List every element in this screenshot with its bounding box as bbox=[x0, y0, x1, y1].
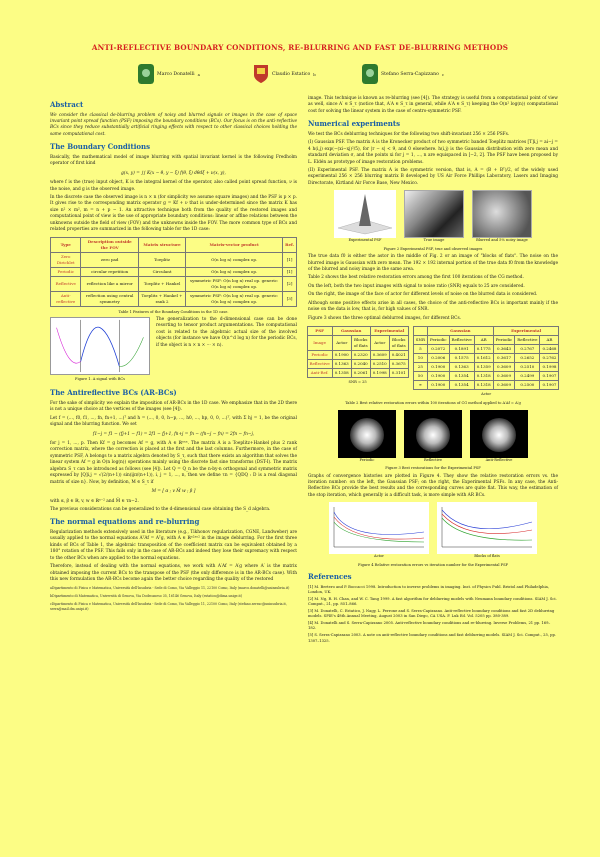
table-header bbox=[413, 327, 427, 336]
blurred-image-photo bbox=[472, 190, 532, 238]
table-cell: 0.1612 bbox=[474, 354, 493, 363]
table-cell: 0.3101 bbox=[389, 369, 408, 378]
table-cell: 0.2468 bbox=[540, 345, 559, 354]
table-cell: 0.2510 bbox=[370, 360, 389, 369]
table-cell: O(n log n) complex op. bbox=[186, 267, 283, 276]
table-cell: 0.1998 bbox=[540, 363, 559, 372]
table-header: PSF bbox=[307, 327, 332, 336]
table-cell: 0.1318 bbox=[474, 372, 493, 381]
ar-para-3: for j = 1, ..., p. Then Kf = g becomes Af = g, with A ∈ ℝⁿˣⁿ. The matrix A is a Toeplitz+Hankel plus 2 rank correction matrix, where the correction is placed at the first and the last columns. Furthermore, in the case of symmetric PSF, A belongs to a matrix algebra denoted by S_τ, such that there exists an algorithm that solves the linear system Af = g in O(n log(n)) operations mainly using the discrete fast sine transforms (DST-I). The matrix algebra S_τ can be introduced as follows (see [4]). Let Q = Q_n be the n-by-n orthogonal and symmetric matrix expressed by [Q]i,j = √(2/(n+1)) sin(ijπ/(n+1)), i, j = 1, ..., n, then we define τn = {QDQ : D is a real diagonal matrix of size n}. Now, by definition, M ∈ S_τ if bbox=[50, 441, 297, 485]
table-cell: Blocks of flats bbox=[389, 336, 408, 351]
author-name: Marco Donatelli bbox=[157, 71, 195, 77]
table-cell: Actor bbox=[370, 336, 389, 351]
table2-caption: Table 2 Best relative restoration errors within 100 iterations of CG method applied to A′Af = A′g bbox=[345, 401, 521, 406]
author-2 bbox=[253, 64, 316, 84]
crest-logo-icon bbox=[253, 64, 269, 84]
table-row bbox=[307, 351, 408, 360]
table-cell: Toeplitz + Hankel + rank 2 bbox=[138, 291, 185, 306]
table-cell: AR bbox=[540, 336, 559, 345]
table-cell: 0.2061 bbox=[351, 369, 370, 378]
table1-caption: Table 1 Features of the Boundary Conditions in the 1D case. bbox=[118, 309, 229, 314]
table-header: Type bbox=[51, 237, 81, 252]
table-cell: 0.1907 bbox=[540, 372, 559, 381]
reference-item: [3] M. Donatelli, C. Estatico, J. Nagy, L. Perrone and S. Serra-Capizzano. Anti-reflective boundary conditions and fast 2D deblurring models. SPIE's 48th Annual Meeting, August 2003 in San Diego, CA USA. F. Luk Ed. Vol. 5205 pp. 380-389. bbox=[308, 608, 555, 619]
table-cell: 25 bbox=[413, 363, 427, 372]
left-column bbox=[50, 96, 297, 612]
series-reflective bbox=[442, 514, 532, 534]
author-sup: a bbox=[197, 71, 200, 77]
table2a-wrap bbox=[307, 324, 409, 387]
table-cell: 0.1363 bbox=[332, 360, 351, 369]
normal-para-2: Therefore, instead of dealing with the normal equations, we work with A′Af = A′g where A′ is the matrix obtained imposing the current BCs to the transpose of the PSF (the only difference is in the AR-BCs case). With this new formulation the AR-BCs become again the better choice regarding the quality of the restored bbox=[50, 564, 297, 582]
table-cell: Periodic bbox=[493, 336, 515, 345]
generalization-text: The generalization to the d-dimensional case can be done resorting to tensor product argumentations. The computational cost is related to the algebraic actual size of the involved objects (for instance we have O(n^d log n) for the periodic BCs, if the object is n × n × ··· × n). bbox=[156, 316, 297, 348]
table-cell: 0.2320 bbox=[351, 351, 370, 360]
table-cell: 0.1900 bbox=[427, 372, 449, 381]
bc-table bbox=[50, 237, 297, 307]
table-cell: 0.1354 bbox=[449, 381, 474, 390]
table-cell: [3] bbox=[283, 291, 297, 306]
table-cell: 0.2762 bbox=[540, 354, 559, 363]
table-cell: O(n log n) complex op. bbox=[186, 252, 283, 267]
table-row bbox=[413, 381, 559, 390]
author-1 bbox=[138, 64, 200, 84]
table-cell: Reflective bbox=[515, 336, 540, 345]
table2b bbox=[413, 326, 560, 390]
table-cell: Reflective bbox=[51, 276, 81, 291]
footnote: bDipartimento di Matematica, Università di Genova, Via Dodecaneso 35, 16146 Genova, Italy (estatico@dima.unige.it) bbox=[50, 594, 243, 599]
table-cell: Periodic bbox=[427, 336, 449, 345]
bc-para-3: In the discrete case the observed image is n × n (for simplicity we assume square images) and the PSF is p × p. It gives rise to the corresponding matrix operator g = Kf + ν that is under-determined since the matrix K has size n² × m², m = n + p − 1. An attractive technique both from the quality of the restored images and computational point of view is the use of appropriate boundary conditions: linear or affine relations between the unknowns outside the field of view (FOV) and the unknowns inside the FOV. The more common type of BCs and related properties are summarized in the following table for the 1D case: bbox=[50, 194, 297, 233]
figure-label: Experimental PSF bbox=[348, 238, 382, 243]
table-row bbox=[413, 354, 559, 363]
series-periodic bbox=[334, 512, 424, 535]
reference-item: [1] M. Bertero and P. Boccacci 1998. Introduction to inverse problems in imaging. Inst. of Physics Publ. Bristol and Philadelphia, London, UK. bbox=[308, 584, 550, 595]
true-image-photo bbox=[404, 190, 464, 238]
figure-panel bbox=[329, 502, 429, 559]
university-logo-icon bbox=[138, 64, 154, 84]
restoration-antireflective-image bbox=[470, 410, 528, 458]
table-cell: 0.1363 bbox=[449, 363, 474, 372]
table-row bbox=[307, 369, 408, 378]
table-header: Matrix-vector product bbox=[186, 237, 283, 252]
table-header: Gaussian bbox=[427, 327, 493, 336]
table-cell: Periodic bbox=[307, 351, 332, 360]
abstract-heading: Abstract bbox=[50, 100, 84, 109]
table-cell: 50 bbox=[413, 372, 427, 381]
table-cell: 0.2040 bbox=[351, 360, 370, 369]
table-row bbox=[307, 360, 408, 369]
table-cell: 0.1575 bbox=[449, 354, 474, 363]
restoration-reflective-image bbox=[404, 410, 462, 458]
table2-block bbox=[308, 324, 558, 399]
table-cell: 0.2500 bbox=[515, 381, 540, 390]
table-cell: [2] bbox=[283, 276, 297, 291]
table-header: Matrix structure bbox=[138, 237, 185, 252]
reference-item: [2] M. Ng, R. H. Chan, and W. C. Tang 1999. A fast algorithm for deblurring models with Neumann boundary conditions. SIAM J. Sci. Comput., 21, pp. 851–866. bbox=[308, 596, 557, 607]
table-cell: 0.1900 bbox=[427, 363, 449, 372]
table-cell: symmetric PSF: O(n log n) real op. generic: O(n log n) complex op. bbox=[186, 291, 283, 306]
table-cell: 0.1900 bbox=[427, 381, 449, 390]
figure4-caption: Figure 4 Relative restoration errors vs iteration number for the Experimental PSF bbox=[357, 562, 509, 567]
figure-panel bbox=[338, 410, 396, 463]
table-cell: 0.3675 bbox=[389, 360, 408, 369]
table-cell: 0.1354 bbox=[449, 372, 474, 381]
table-cell: 0.2767 bbox=[515, 345, 540, 354]
author-3 bbox=[362, 64, 444, 84]
figure-panel bbox=[470, 410, 528, 463]
table-cell: 0.2652 bbox=[515, 354, 540, 363]
table-cell: 0.1775 bbox=[474, 345, 493, 354]
figure-label: Periodic bbox=[359, 457, 375, 462]
figure-label: True image bbox=[423, 238, 445, 243]
figure-panel bbox=[437, 502, 537, 559]
series-reflective bbox=[334, 517, 424, 539]
ar-heading: The Antireflective BCs (AR-BCs) bbox=[50, 388, 177, 398]
references-heading: References bbox=[308, 572, 352, 582]
bc-para-2: where f is the (true) input object, K is the integral kernel of the operator, also called point spread function, ν is the noise, and g is the observed image. bbox=[50, 180, 297, 192]
reflective-extension bbox=[57, 328, 81, 364]
convergence-plot-actor bbox=[329, 502, 429, 554]
series-periodic bbox=[442, 510, 532, 529]
table-cell: reflection using central symmetry bbox=[81, 291, 138, 306]
table-cell: zero pad bbox=[81, 252, 138, 267]
figure2-caption: Figure 2 Experimental PSF, true and observed images bbox=[383, 246, 483, 251]
table-cell: 0.3609 bbox=[370, 351, 389, 360]
matrix-M: M = [ α ; v M̃ w ; β ] bbox=[151, 489, 196, 495]
table-cell: 0.4021 bbox=[389, 351, 408, 360]
psf-peak bbox=[359, 194, 371, 226]
table-cell: Zero Dirichlet bbox=[51, 252, 81, 267]
table-header: Description outside the FOV bbox=[81, 237, 138, 252]
table-cell: Reflective bbox=[307, 360, 332, 369]
num-para-5: Table 2 shows the best relative restoration errors among the first 100 iterations of the CG method. bbox=[308, 275, 524, 281]
ar-para-2: Let f = (..., f0, f1, ..., fn, fn+1, ...)ᵀ and h = (..., 0, 0, h−p, ..., h0, ..., hp, 0, 0, ...)ᵀ, with Σ hj = 1, be the original signal and the blurring function. We set bbox=[50, 415, 297, 428]
table-cell: 10 bbox=[413, 354, 427, 363]
figure-label: Anti-Reflective bbox=[485, 457, 513, 462]
table-cell: Blocks of flats bbox=[351, 336, 370, 351]
table2a-note: SNR = 25 bbox=[348, 380, 367, 385]
table-cell: [1] bbox=[283, 267, 297, 276]
table-cell: Reflective bbox=[449, 336, 474, 345]
convergence-text: Graphs of convergence histories are plotted in Figure 4. They show the relative restoration errors vs. the iteration number: on the left, the Gaussian PSF; on the right, the Experimental PSFs. In any case, the Anti-Reflective BCs provide the best results and the corresponding curves are quite flat. This way, the estimation of the stop iteration, which generally is a difficult task, is more simple with AR BCs. bbox=[308, 473, 558, 498]
figure-label: Actor bbox=[374, 554, 384, 559]
normal-heading: The normal equations and re-blurring bbox=[50, 517, 200, 527]
table-cell: 0.2499 bbox=[515, 372, 540, 381]
table-cell: 0.1900 bbox=[332, 351, 351, 360]
num-para-4: The true data f0 is either the astor in the middle of Fig. 2 or an image of "blocks of flats". The noise on the blurred image is Gaussian with zero mean. The 192 × 192 internal portion of the true data f0 from the knowledge of the blurred and noisy image in the same area. bbox=[308, 254, 558, 272]
table-header: Ref. bbox=[283, 237, 297, 252]
table2b-wrap bbox=[413, 324, 560, 399]
abstract-text: We consider the classical de-blurring problem of noisy and blurred signals or images in the case of space invariant point spread function (PSF) imposing the boundary conditions (BCs). Our focus is on the anti-reflective BCs since they reduce substantially artificial ringing effects with respect to other classical choices holding the same computational cost. bbox=[50, 112, 297, 137]
table-cell: reflection like a mirror bbox=[81, 276, 138, 291]
restoration-periodic-image bbox=[338, 410, 396, 458]
table-cell: AR bbox=[474, 336, 493, 345]
table-cell: 0.1907 bbox=[540, 381, 559, 390]
table-cell: 0.3609 bbox=[493, 381, 515, 390]
table-cell: Toeplitz + Hankel bbox=[138, 276, 185, 291]
table-cell: 0.3617 bbox=[493, 354, 515, 363]
signal-bcs-plot bbox=[50, 317, 150, 375]
table-cell: Toeplitz bbox=[138, 252, 185, 267]
table-row bbox=[413, 345, 559, 354]
table-cell: 0.1998 bbox=[370, 369, 389, 378]
table-cell: Anti-Ref. bbox=[307, 369, 332, 378]
table-cell: 0.3609 bbox=[493, 363, 515, 372]
figure2 bbox=[308, 190, 558, 243]
psf-surface-plot bbox=[334, 190, 396, 238]
table-cell: Actor bbox=[332, 336, 351, 351]
figure1-block bbox=[50, 317, 297, 384]
table-cell: Periodic bbox=[51, 267, 81, 276]
table-cell: 0.2510 bbox=[515, 363, 540, 372]
signal-curve bbox=[81, 327, 120, 366]
table-row bbox=[51, 276, 297, 291]
num-para-8: Although some positive effects arise in all cases, the choice of the anti-reflective BCs is important mainly if the noise on the data is low, that is, for high values of SNR. bbox=[308, 300, 558, 313]
table-cell: Anti-reflective bbox=[51, 291, 81, 306]
table-row bbox=[413, 372, 559, 381]
table-cell: 0.3643 bbox=[493, 345, 515, 354]
table-cell: ∞ bbox=[413, 381, 427, 390]
reference-item: [5] S. Serra-Capizzano 2003. A note on anti-reflective boundary conditions and fast deblurring models. SIAM J. Sci. Comput., 25, pp. 1307–1325. bbox=[308, 633, 557, 643]
table-cell: 0.2072 bbox=[427, 345, 449, 354]
num-para-9: Figure 3 shows the three optimal deblurred images, for different BCs. bbox=[308, 315, 462, 321]
table-cell: 5 bbox=[413, 345, 427, 354]
num-para-2: (I) Gaussian PSF. The matrix A is the Kronecker product of two symmetric banded Toeplitz matrices [T]i,j = ai−j = 4 h(i,j) exp(−(xi−xj)²/5), for |r − s| < 9, and 0 elsewhere. h(i,j) is the Gaussian distribution with zero mean and standard deviation σ, and the points xi for j = 1, ..., n are equispaced in [−2, 2]. The PSF have been proposed by L. Eldén as prototype of image restoration problems. bbox=[308, 140, 558, 165]
figure-panel bbox=[404, 190, 464, 243]
table-cell: SNR bbox=[413, 336, 427, 345]
table-cell: 0.1891 bbox=[449, 345, 474, 354]
bc-para-1: Basically, the mathematical model of image blurring with spatial invariant kernel is the following Fredholm operator of first kind bbox=[50, 154, 297, 167]
table-cell: 0.2006 bbox=[427, 354, 449, 363]
num-para-3: (II) Experimental PSF. The matrix A is the symmetric version, that is, A = (B + Bᵀ)/2, of the widely used experimental 256 × 256 blurring matrix B developed by US Air Force Phillips Laboratory, Lasers and Imaging Directorate, Kirtland Air Force Base, New Mexico. bbox=[308, 168, 558, 186]
figure4 bbox=[308, 502, 558, 559]
author-sup: c bbox=[441, 71, 445, 77]
author-sup: b bbox=[313, 71, 316, 77]
author-name: Claudio Estatico bbox=[272, 71, 311, 77]
table-cell: Circulant bbox=[138, 267, 185, 276]
authors-row bbox=[0, 64, 600, 90]
normal-para-1: Regularization methods extensively used in the literature (e.g., Tikhonov regularization, CGNE, Landweber) are usually applied to the normal equations AᵀAf = Aᵀg, with A ∈ ℝⁿ²ˣⁿ² in the image deblurring. For the first three kinds of BCs of Table 1, the algebraic transposition of the coefficient matrix can be equivalent obtained by a 180° rotation of the PSF. This fails only in the case of AR-BCs and indeed they lose their supremacy with respect to the other BCs when are applied to the normal equations. bbox=[50, 529, 297, 561]
figure1-caption: Figure 1. A signal with BCs bbox=[74, 376, 126, 381]
plot-axes bbox=[334, 507, 424, 547]
ar-para-5: The previous considerations can be generalized to the d-dimensional case obtaining the S_d algebra. bbox=[50, 506, 271, 512]
table-cell: Image bbox=[307, 336, 332, 351]
table2b-note: Actor bbox=[481, 392, 492, 397]
ar-equation: f1−j = f1 − (fj+1 − f1) = 2f1 − fj+1, fn+j = fn − (fn−j − fn) = 2fn − fn−j, bbox=[92, 431, 255, 437]
reference-item: [4] M. Donatelli and S. Serra-Capizzano 2005. Anti-reflective boundary conditions and re-blurring. Inverse Problems, 21 pp. 169–182. bbox=[308, 620, 551, 631]
figure-label: Reflective bbox=[423, 457, 443, 462]
figure-panel bbox=[334, 190, 396, 243]
table2a bbox=[307, 326, 409, 378]
num-para-7: On the right, the image of the face of actor for different levels of noise on the blurred data is considered. bbox=[308, 292, 538, 298]
figure3-caption: Figure 3 Best restorations for the Experimental PSF bbox=[385, 466, 481, 471]
author-name: Stefano Serra-Capizzano bbox=[381, 71, 439, 77]
reblurring-text: image. This technique is known as re-blurring (see [4]). The strategy is useful from a computational point of view as well, since A′ ∈ S_τ (notice that, A′A ∈ S_τ in general, while A′A ∈ S_τ) keeping the O(n² log(n)) computational cost for solving the linear system in the case of centro-symmetric PSF. bbox=[308, 96, 558, 114]
antireflective-extension bbox=[119, 337, 143, 366]
bc-heading: The Boundary Conditions bbox=[50, 142, 151, 152]
table-cell: 0.1359 bbox=[474, 363, 493, 372]
table-row bbox=[413, 363, 559, 372]
table-cell: 0.3609 bbox=[493, 372, 515, 381]
right-column bbox=[308, 96, 558, 645]
num-para-6: On the left, both the two input images with signal to noise ratio (SNR) equals to 25 are considered. bbox=[308, 283, 525, 289]
fredholm-equation: g(x, y) = ∫∫ K(x − θ, y − ξ) f(θ, ξ) dθdξ + ν(x, y), bbox=[121, 170, 226, 176]
figure-label: Blurred and 5% noisy image bbox=[476, 238, 528, 243]
table-cell: 0.1358 bbox=[332, 369, 351, 378]
figure-label: Blocks of flats bbox=[474, 554, 500, 559]
figure3 bbox=[308, 410, 558, 463]
convergence-plot-blocks bbox=[437, 502, 537, 554]
university-logo-icon bbox=[362, 64, 378, 84]
plot-axes bbox=[442, 507, 532, 547]
table-row bbox=[51, 252, 297, 267]
table-cell: symmetric PSF: O(n log n) real op. generic: O(n log n) complex op. bbox=[186, 276, 283, 291]
figure-panel bbox=[472, 190, 532, 243]
table-cell: circular repetition bbox=[81, 267, 138, 276]
table-row bbox=[51, 291, 297, 306]
ar-para-1: For the sake of simplicity we explain the imposition of AR-BCs in the 1D case. We emphasize that in the 2D there is not a unique choice at the vertices of the images (see [4]). bbox=[50, 400, 297, 413]
table-header: Experimental bbox=[493, 327, 559, 336]
num-para-1: We test the BCs deblurring techniques for the following two shift-invariant 256 × 256 PSFs. bbox=[308, 131, 510, 137]
footnote: cDipartimento di Fisica e Matematica, Università dell'Insubria - Sede di Como, Via Valleggio 11, 22100 Como, Italy (stefano.serrac@uninsubria.it, serra@mail.dm.unipi.it) bbox=[50, 602, 287, 611]
poster-title: ANTI-REFLECTIVE BOUNDARY CONDITIONS, RE-BLURRING AND FAST DE-BLURRING METHODS bbox=[91, 43, 509, 52]
numerical-heading: Numerical experiments bbox=[308, 119, 401, 129]
ar-para-4: with α, β ∈ ℝ, v, w ∈ ℝⁿ⁻² and M̃ ∈ τn−2. bbox=[50, 498, 139, 504]
table-cell: [1] bbox=[283, 252, 297, 267]
table-cell: 0.1318 bbox=[474, 381, 493, 390]
table-header: Experimental bbox=[370, 327, 408, 336]
table-header: Gaussian bbox=[332, 327, 370, 336]
footnote: aDipartimento di Fisica e Matematica, Università dell'Insubria - Sede di Como, Via Valleggio 11, 22100 Como, Italy (marco.donatelli@uninsubria.it) bbox=[50, 586, 290, 591]
table-row bbox=[51, 267, 297, 276]
figure-panel bbox=[404, 410, 462, 463]
figure1 bbox=[50, 317, 150, 384]
